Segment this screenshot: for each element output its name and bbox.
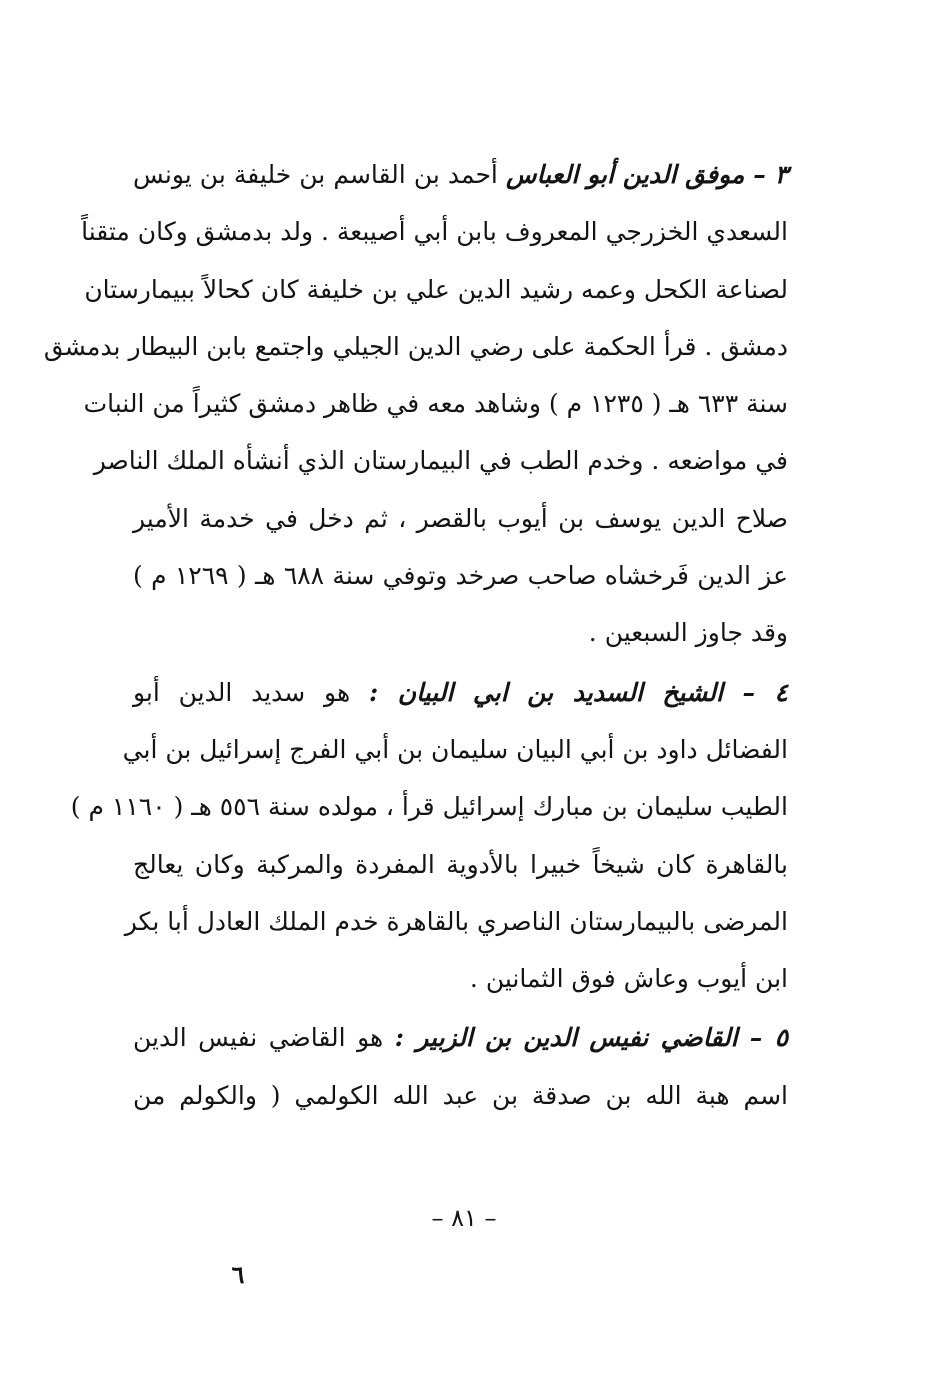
entry-5-text: هو القاضي نفيس الدين [133,1023,384,1053]
entry-3-text: أحمد بن القاسم بن خليفة بن يونس [133,160,498,189]
text-line: لصناعة الكحل وعمه رشيد الدين علي بن خليفة كان كحالاً ببيمارستان [84,274,788,304]
text-line: السعدي الخزرجي المعروف بابن أبي أصيبعة . ولد بدمشق وكان متقناً [81,217,788,247]
text-line: في مواضعه . وخدم الطب في البيمارستان الذي أنشأه الملك الناصر [93,446,788,476]
text-line: المرضى بالبيمارستان الناصري بالقاهرة خدم الملك العادل أبا بكر [124,906,788,936]
signature-mark: ٦ [231,1260,245,1289]
text-line: اسم هبة الله بن صدقة بن عبد الله الكولمي ( والكولم من [133,1080,788,1110]
text-line: بالقاهرة كان شيخاً خبيرا بالأدوية المفردة والمركبة وكان يعالج [133,849,788,879]
entry-5-heading: ٥ – القاضي نفيس الدين بن الزبير : [394,1023,788,1053]
entry-4-line-1 [133,664,788,721]
text-line: وقد جاوز السبعين . [588,618,788,648]
text-line: دمشق . قرأ الحكمة على رضي الدين الجيلي واجتمع بابن البيطار بدمشق [43,331,788,361]
entry-3-line-1 [133,146,788,203]
text-line: الطيب سليمان بن مبارك إسرائيل قرأ ، مولده سنة ٥٥٦ هـ ( ١١٦٠ م ) [70,792,788,822]
text-line: صلاح الدين يوسف بن أيوب بالقصر ، ثم دخل في خدمة الأمير [133,503,788,533]
entry-5-line-1 [133,1009,788,1066]
entry-4-text: هو سديد الدين أبو [133,677,351,707]
entry-3-heading: ٣ – موفق الدين أبو العباس [505,160,789,189]
text-line: سنة ٦٣٣ هـ ( ١٢٣٥ م ) وشاهد معه في ظاهر دمشق كثيراً من النبات [83,389,788,419]
text-line: عز الدين فَرخشاه صاحب صرخد وتوفي سنة ٦٨٨ هـ ( ١٢٦٩ م ) [133,561,788,591]
page-number: – ٨١ – [431,1204,497,1232]
entry-4-heading: ٤ – الشيخ السديد بن ابي البيان : [368,677,788,707]
text-line: ابن أيوب وعاش فوق الثمانين . [469,964,788,994]
text-line: الفضائل داود بن أبي البيان سليمان بن أبي الفرج إسرائيل بن أبي [122,734,788,764]
main-text [43,146,789,1124]
